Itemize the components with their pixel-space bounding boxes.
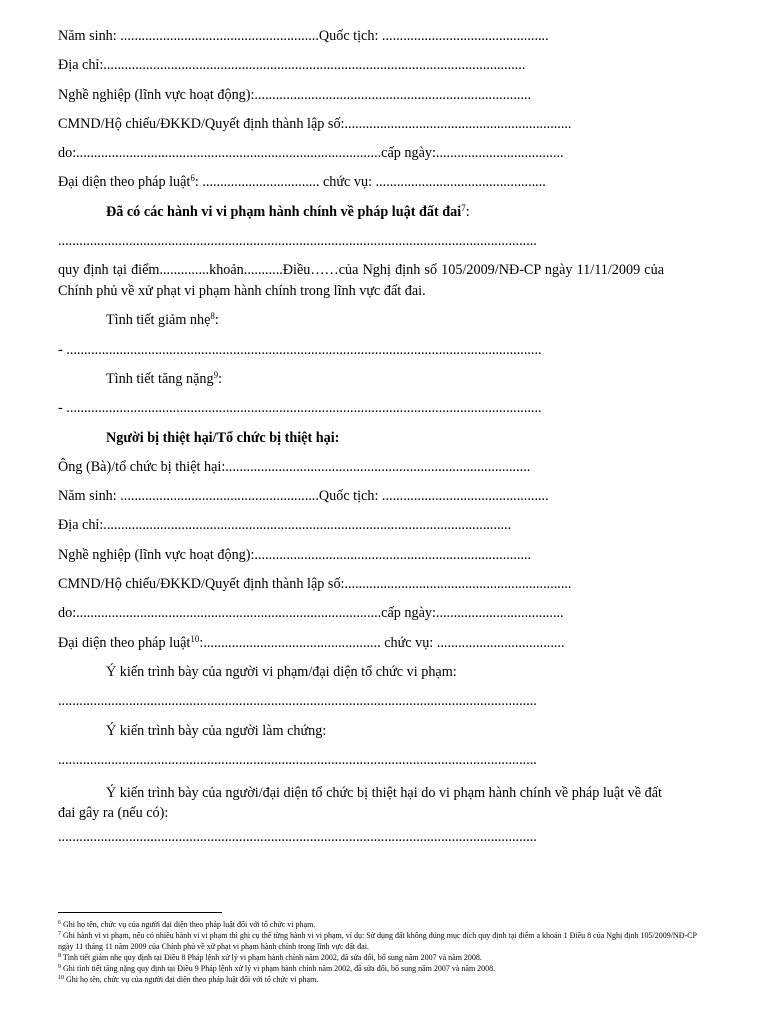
witness-statement-dots: ....................................................................................................................................... (58, 751, 537, 768)
footnote-ref: 7 (461, 202, 466, 213)
violation-heading: Đã có các hành vi vi phạm hành chính về pháp luật đất đai$^7$: (106, 202, 470, 220)
damaged-party-heading: Người bị thiệt hại/Tổ chức bị thiệt hại: (106, 429, 340, 446)
violator-statement-dots: ....................................................................................................................................... (58, 693, 537, 710)
footnote-ref: 8 (210, 311, 215, 322)
legal-representative-line-2 (58, 629, 664, 658)
aggravating-dots-line: - ...................................................................................................................................... (58, 400, 542, 417)
address-line: Địa chỉ:....................................................................................................................... (58, 57, 526, 74)
regulation-reference-paragraph: quy định tại điểm..............khoản...........Điều……của Nghị định số 105/2009/NĐ-CP ngày 11/11/2009 của Chính phủ về xử phạt vi phạm hành chính trong lĩnh vực đất đai. (58, 262, 664, 300)
footnote-text: Tình tiết giảm nhẹ quy định tại Điều 8 Pháp lệnh xử lý vi phạm hành chính năm 2002, đã sửa đổi, bổ sung năm 2007 và năm 2008. (61, 953, 482, 962)
legal-representative-fill: : ................................. chức vụ: ................................................ (194, 174, 546, 191)
damaged-party-statement-dots: ....................................................................................................................................... (58, 829, 537, 846)
occupation-line: Nghề nghiệp (lĩnh vực hoạt động):.............................................................................. (58, 86, 532, 103)
footnote-text: Ghi họ tên, chức vụ của người đại diện theo pháp luật đối với tổ chức vi phạm. (64, 975, 319, 984)
mitigating-heading-text: Tình tiết giảm nhẹ (106, 312, 211, 329)
legal-representative-label: Đại diện theo pháp luật (58, 174, 191, 191)
id-document-line: CMND/Hộ chiếu/ĐKKD/Quyết định thành lập số:................................................................ (58, 115, 572, 132)
footnote-item (58, 919, 708, 930)
damaged-party-name-line: Ông (Bà)/tổ chức bị thiệt hại:...................................................................................... (58, 458, 531, 475)
footnote-text: Ghi họ tên, chức vụ của người đại diện theo pháp luật đối với tổ chức vi phạm. (61, 920, 316, 929)
footnote-number: 6 (58, 920, 61, 926)
legal-representative-line (58, 168, 664, 197)
footnote-number: 9 (58, 964, 61, 970)
footnote-item (58, 930, 708, 952)
violation-heading-text: Đã có các hành vi vi phạm hành chính về pháp luật đất đai (106, 203, 462, 220)
birth-year-nationality-line-2: Năm sinh: ........................................................Quốc tịch: ............................................... (58, 488, 549, 505)
address-line-2: Địa chỉ:................................................................................................................... (58, 517, 512, 534)
birth-year-nationality-line: Năm sinh: ........................................................Quốc tịch: ............................................... (58, 28, 549, 44)
legal-representative-fill-2: :.................................................. chức vụ: .................................... (199, 634, 565, 651)
aggravating-heading: Tình tiết tăng nặng$^9$: (106, 369, 223, 387)
legal-representative-label-2: Đại diện theo pháp luật (58, 634, 191, 651)
issued-by-date-line: do:......................................................................................cấp ngày:.................................... (58, 145, 564, 162)
violator-statement-heading: Ý kiến trình bày của người vi phạm/đại diện tổ chức vi phạm: (106, 663, 457, 680)
footnotes (58, 912, 708, 985)
footnote-ref: 6 (190, 173, 195, 184)
footnote-ref: 10 (190, 633, 200, 644)
violation-dots-line: ....................................................................................................................................... (58, 233, 537, 250)
footnote-text: Ghi tình tiết tăng nặng quy định tại Điều 9 Pháp lệnh xử lý vi phạm hành chính năm 2002, đã sửa đổi, bổ sung năm 2007 và năm 2008. (61, 964, 496, 973)
witness-statement-heading: Ý kiến trình bày của người làm chứng: (106, 722, 327, 739)
issued-by-date-line-2: do:......................................................................................cấp ngày:.................................... (58, 605, 564, 622)
damaged-party-statement-heading: Ý kiến trình bày của người/đại diện tổ chức bị thiệt hại do vi phạm hành chính về pháp luật về đất đai gây ra (nếu có): (58, 785, 662, 822)
footnote-divider (58, 912, 222, 913)
footnote-item (58, 963, 708, 974)
footnote-number: 8 (58, 953, 61, 959)
footnote-number: 10 (58, 975, 64, 981)
mitigating-heading: Tình tiết giảm nhẹ$^8$: (106, 311, 219, 329)
footnote-number: 7 (58, 931, 61, 937)
aggravating-heading-text: Tình tiết tăng nặng (106, 370, 214, 387)
mitigating-dots-line: - ...................................................................................................................................... (58, 341, 542, 358)
occupation-line-2: Nghề nghiệp (lĩnh vực hoạt động):.............................................................................. (58, 546, 532, 563)
footnote-ref: 9 (213, 369, 219, 380)
footnote-text: Ghi hành vi vi phạm, nếu có nhiều hành vi vi phạm thì ghi cụ thể từng hành vi vi phạm, ví dụ: Sử dụng đất không đúng mục đích quy định tại điểm a khoản 1 Điều 8 của Nghị định 105/2009/NĐ-CP ngày 11 tháng 11 năm 2009 của Chính phủ về xử phạt vi phạm hành chính trong lĩnh vực đất đai. (58, 931, 697, 951)
id-document-line-2: CMND/Hộ chiếu/ĐKKD/Quyết định thành lập số:................................................................ (58, 576, 572, 593)
footnote-item (58, 974, 708, 985)
footnote-item (58, 952, 708, 963)
document-body (58, 22, 664, 852)
